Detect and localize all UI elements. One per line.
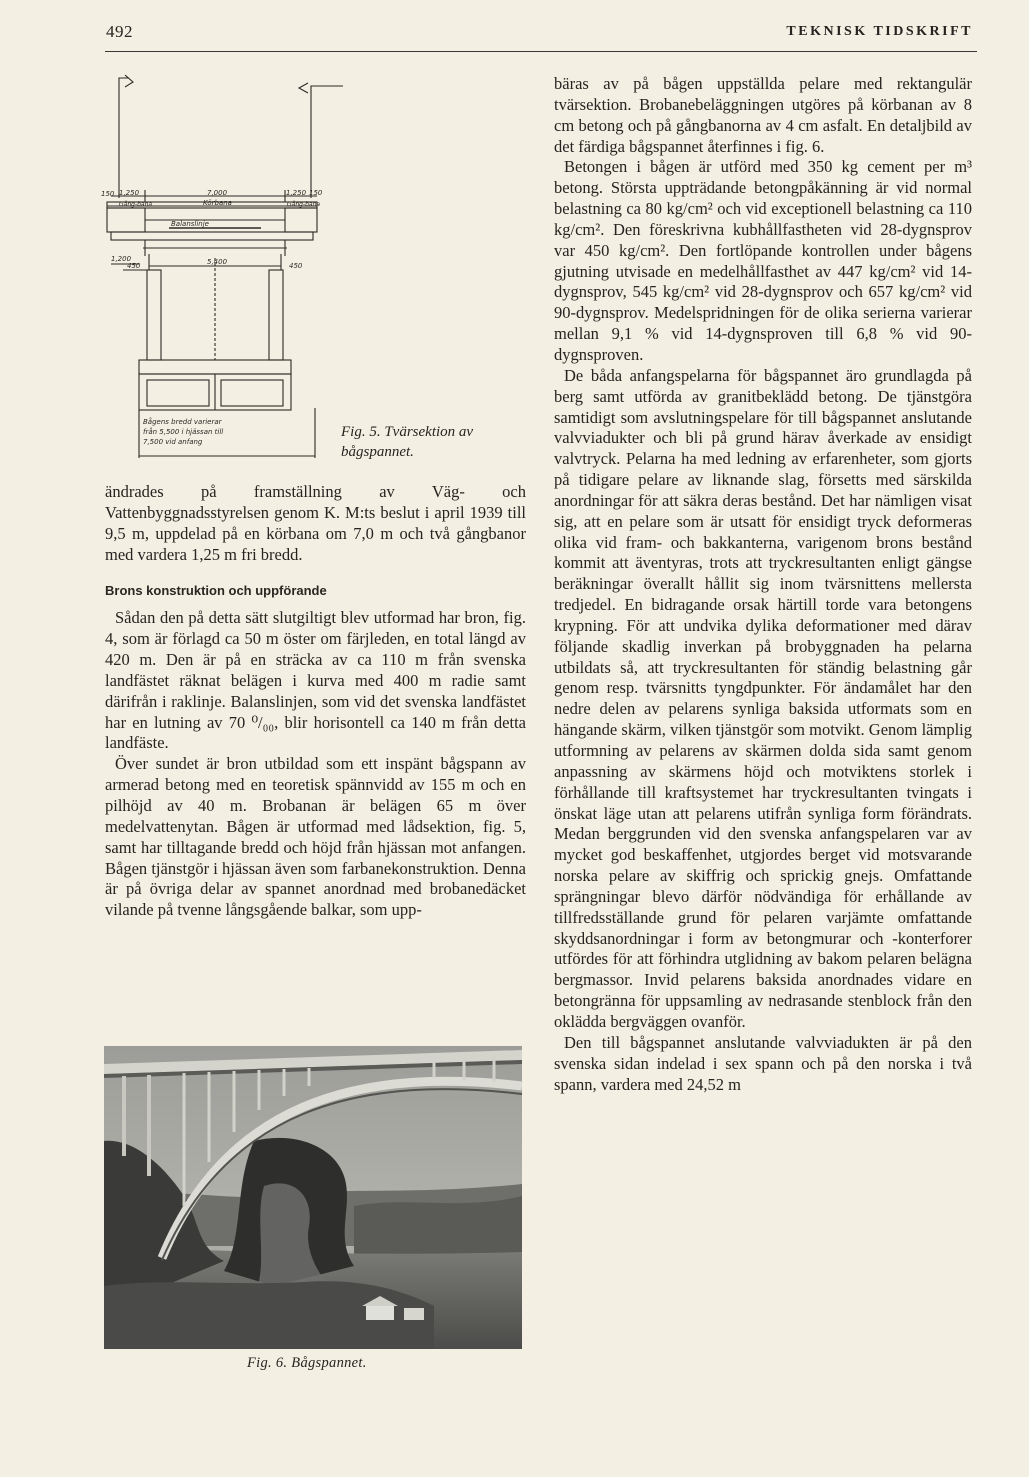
fig5-label-korbana: Körbana [203, 199, 232, 207]
fig5-label-1250-right: 1,250 [286, 189, 307, 197]
fig5-label-gangbana-left: Gång-bana [119, 201, 153, 208]
fig5-label-gangbana-right: Gång-bana [287, 201, 321, 208]
fig5-label-150-left: 150 [101, 190, 115, 198]
fig5-label-5400: 5,400 [207, 258, 228, 266]
left-paragraph-1: ändrades på framställning av Väg- och Vattenbyggnadsstyrelsen genom K. M:ts beslut i april 1939 till 9,5 m, uppdelad på en körbana om 7,0 m och två gångbanor med vardera 1,25 m fri bredd. [105, 482, 526, 564]
right-paragraph-4: Den till bågspannet anslutande valvviadukten är på den svenska sidan indelad i sex spann och på den norska i två spann, vardera med 24,52 m [554, 1032, 972, 1094]
fig5-note-line1: Bågens bredd varierar [143, 418, 222, 426]
left-paragraph-2: Sådan den på detta sätt slutgiltigt blev utformad har bron, fig. 4, som är förlagd ca 50 m öster om färjleden, en total längd av 420 m. Den är på en sträcka av ca 110 m från svenska landfästet räknat belägen i kurva med 400 m radie samt därifrån i raklinje. Balanslinjen, som vid det svenska landfästet har en lutning av 70 ⁰/₀₀, blir horisontell ca 140 m från detta landfäste. [105, 608, 526, 753]
fig5-label-150-right: 150 [309, 189, 323, 197]
fig5-label-1200: 1,200 [111, 255, 132, 263]
left-column [105, 482, 526, 921]
fig5-label-1250-left: 1,250 [119, 189, 140, 197]
fig5-caption: Fig. 5. Tvärsektion av bågspannet. [341, 424, 474, 460]
fig6-caption: Fig. 6. Bågspannet. [247, 1355, 367, 1371]
fig5-note-line3: 7,500 vid anfang [143, 438, 203, 446]
right-paragraph-1: bäras av på bågen uppställda pelare med rektangulär tvärsektion. Brobanebeläggningen utgöres på körbanan av 8 cm betong och på gångbanorna av 4 cm asfalt. En detaljbild av det färdiga bågspannet återfinnes i fig. 6. [554, 74, 972, 156]
header-rule [105, 51, 977, 52]
journal-title: TEKNISK TIDSKRIFT [786, 24, 973, 39]
right-paragraph-3: De båda anfangspelarna för bågspannet äro grundlagda på berg samt utförda av granitbeklädd betong. De tjänstgöra samtidigt som avslutningspelare för till bågspannet anslutande valvviadukter och bli på grund härav åverkade av ensidigt valvtryck. Pelarna ha med ledning av erfarenheter, som gjorts på tidigare pelare av liknande slag, försetts med särskilda anordningar för att säkra deras bestånd. Det har nämligen visat sig, att en pelare som är utsatt för ensidigt tryck deformeras olika vid fram- och bakkanterna, varigenom brons bestånd kommit att äventyras, trots att tryckresultanten enligt gängse beräkningar överallt hållit sig inom tvärsnittens mellersta tredjedel. En bidragande orsak härtill torde vara betongens krypning. För att undvika dylika deformationer med därav följande skadlig inverkan på brobyggnaden ha pelarna utbildats så, att tryckresultanten för ständig belastning går genom resp. tvärsnitts tyngdpunkter. För ändamålet har den nedre delen av pelarens synliga baksida utformats som en hängande skärm, vilken tjänstgör som motvikt. Genom lämplig utformning av pelarens av skärmen dolda sida samt genom anpassning av skärmens höjd och motviktens storlek i förhållande till kraftsystemet har tryckresultanten tvingats i önskat läge utan att pelarens utifrån synliga form förändrats. Medan berggrunden vid den svenska anfangspelaren var av mycket god beskaffenhet, utgjordes berget vid motsvarande norska pelare av skiffrig och sprickig gnejs. Omfattande sprängningar blevo därför nödvändiga för erhållande av tillfredsställande grund för pelaren varjämte omfattande skyddsanordningar i form av betongmurar och -konterforer utfördes för att förhindra utglidning av bakom pelaren belägna bergmassor. Invid pelarens baksida anordnades vidare en betongränna för uppsamling av nedrasande stenblock från den oklädda bergväggen ovanför. [554, 365, 972, 1031]
left-paragraph-3: Över sundet är bron utbildad som ett inspänt bågspann av armerad betong med en teoretisk spännvidd av 155 m och en pilhöjd av 40 m. Brobanan är belägen 65 m över medelvattenytan. Bågen är utformad med lådsektion, fig. 5, samt har tilltagande bredd och höjd från hjässan mot anfangen. Bågen tjänstgör i hjässan även som farbanekonstruktion. Denna är på övriga delar av spannet anordnad med brobanedäcket vilande på tvenne långsgående balkar, som upp- [105, 754, 526, 920]
right-paragraph-2: Betongen i bågen är utförd med 350 kg cement per m³ betong. Största uppträdande betongpåkänning är vid normal belastning ca 80 kg/cm² och vid exceptionell belastning ca 110 kg/cm². Den föreskrivna kubhållfastheten vid 28-dygnsprov var 450 kg/cm². Den fortlöpande kontrollen under bågens gjutning utvisade en medelhållfasthet av 447 kg/cm² vid 14-dygnsprov, 545 kg/cm² vid 28-dygnsprov och 657 kg/cm² vid 90-dygnsprov. Medelspridningen för de olika serierna varierar mellan 9,1 % vid 14-dygnsproven till 6,8 % vid 90-dygnsproven. [554, 157, 972, 364]
fig6-bridge-photo [104, 1046, 522, 1349]
fig5-label-450-right: 450 [289, 262, 303, 270]
right-column [554, 74, 972, 1095]
fig5-label-balanslinje: Balanslinje [171, 220, 209, 228]
page-number: 492 [106, 22, 133, 41]
fig5-label-7000: 7,000 [207, 189, 228, 197]
fig5-note-line2: från 5,500 i hjässan till [143, 428, 224, 436]
fig5-label-450-left: 450 [127, 262, 141, 270]
section-heading: Brons konstruktion och uppförande [105, 583, 327, 599]
fig5-cross-section-drawing [103, 78, 321, 458]
